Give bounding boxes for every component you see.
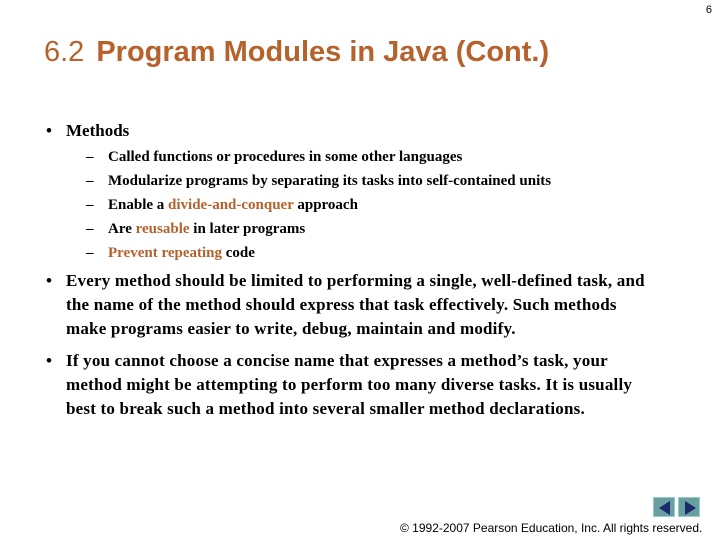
sub-bullet-item: – Enable a divide-and-conquer approach: [86, 197, 358, 213]
bullet-paragraph: • If you cannot choose a concise name that expresses a method’s task, your method might be attempting to perform too many diverse tasks. It is usually best to break such a method into several smaller method declarations.: [46, 351, 633, 418]
sub-bullet-item: – Are reusable in later programs: [86, 221, 306, 237]
copyright-notice: © 1992-2007 Pearson Education, Inc. All rights reserved.: [400, 521, 703, 535]
highlight-term: divide-and-conquer: [168, 197, 294, 213]
slide-content: [46, 121, 646, 429]
bullet-paragraph: • Every method should be limited to performing a single, well-defined task, and the name of the method should express that task effectively. Such methods make programs easier to write, debug, maintain and modify.: [46, 271, 645, 338]
triangle-right-icon: [685, 501, 696, 515]
sub-bullet-item: – Prevent repeating code: [86, 245, 255, 261]
highlight-term: reusable: [135, 221, 190, 237]
section-number: 6.2: [44, 36, 85, 68]
page-number: 6: [705, 4, 712, 16]
sub-bullet-item: – Called functions or procedures in some other languages: [86, 149, 463, 165]
bullet-label: Methods: [66, 121, 130, 140]
bullet-methods: [46, 121, 646, 141]
previous-slide-button[interactable]: [653, 497, 675, 517]
triangle-left-icon: [659, 501, 670, 515]
bullet-dot: •: [46, 121, 52, 140]
title-text: Program Modules in Java (Cont.): [96, 36, 550, 68]
sub-bullet-item: – Modularize programs by separating its tasks into self-contained units: [86, 173, 552, 189]
sub-bullet-list: [86, 149, 646, 261]
highlight-term: Prevent repeating: [108, 245, 223, 261]
next-slide-button[interactable]: [678, 497, 700, 517]
slide-navigation: [653, 497, 700, 517]
slide-title: [44, 36, 549, 69]
